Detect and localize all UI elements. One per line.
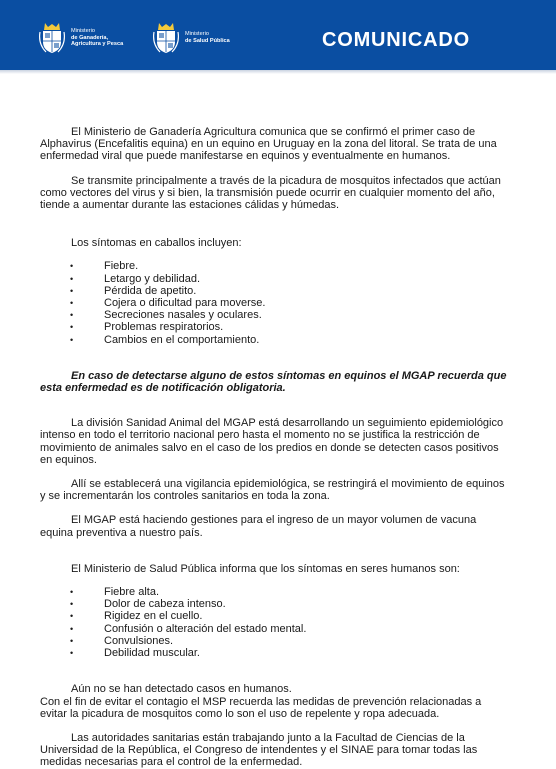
msp-logo-text: [185, 31, 230, 44]
list-item: • Rigidez en el cuello.: [40, 610, 510, 622]
document-body: [40, 126, 510, 769]
coat-of-arms-icon: [152, 22, 180, 54]
msp-line1: Ministerio: [185, 31, 209, 38]
mgap-logo: [38, 22, 123, 54]
list-item: • Cambios en el comportamiento.: [40, 334, 510, 346]
mgap-line2: de Ganadería,: [71, 34, 108, 41]
list-item: • Dolor de cabeza intenso.: [40, 598, 510, 610]
paragraph-no-human-cases: Aún no se han detectado casos en humanos.: [71, 683, 292, 696]
list-item: • Pérdida de apetito.: [40, 285, 510, 297]
paragraph-transmission: Se transmite principalmente a través de la picadura de mosquitos infectados que actúan como vectores del virus y si bien, la transmisión puede ocurrir en cualquier momento del año, tiende a aumentar durante las estaciones cálidas y húmedas.: [40, 174, 501, 212]
paragraph-surveillance: La división Sanidad Animal del MGAP está desarrollando un seguimiento epidemiológico intenso en todo el territorio nacional pero hasta el momento no se justifica la restricción de movimiento de animales salvo en el caso de los predios en donde se detecten casos positivos en equinos.: [40, 417, 504, 466]
msp-logo: [152, 22, 230, 54]
mandatory-notification-notice: En caso de detectarse alguno de estos síntomas en equinos el MGAP recuerda que esta enfermedad es de notificación obligatoria.: [40, 369, 507, 395]
header-shadow: [0, 70, 556, 74]
mgap-line3: Agricultura y Pesca: [71, 41, 124, 48]
paragraph-authorities: Las autoridades sanitarias están trabajando junto a la Facultad de Ciencias de la Universidad de la República, el Congreso de intendentes y el SINAE para tomar todas las medidas necesarias para el control de la enfermedad.: [40, 731, 478, 769]
list-item: • Fiebre alta.: [40, 586, 510, 598]
list-item: • Fiebre.: [40, 260, 510, 272]
header-banner: [0, 0, 556, 70]
human-symptoms-list: [40, 586, 510, 659]
page-title: COMUNICADO: [322, 29, 470, 51]
mgap-line1: Ministerio: [71, 28, 95, 35]
list-item: • Confusión o alteración del estado mental.: [40, 623, 510, 635]
paragraph-prevention: Con el fin de evitar el contagio el MSP recuerda las medidas de prevención relacionadas a evitar la picadura de mosquitos como lo son el uso de repelente y ropa adecuada.: [40, 695, 482, 720]
list-item: • Problemas respiratorios.: [40, 321, 510, 333]
coat-of-arms-icon: [38, 22, 66, 54]
paragraph-vaccine: El MGAP está haciendo gestiones para el ingreso de un mayor volumen de vacuna equina preventiva a nuestro país.: [40, 514, 477, 539]
human-symptoms-intro: El Ministerio de Salud Pública informa que los síntomas en seres humanos son:: [71, 562, 460, 575]
paragraph-restrictions: Allí se establecerá una vigilancia epidemiológica, se restringirá el movimiento de equinos y se incrementarán los controles sanitarios en toda la zona.: [40, 478, 505, 503]
list-item: • Debilidad muscular.: [40, 647, 510, 659]
mgap-logo-text: [71, 28, 123, 48]
list-item: • Convulsiones.: [40, 635, 510, 647]
list-item: • Letargo y debilidad.: [40, 273, 510, 285]
list-item: • Cojera o dificultad para moverse.: [40, 297, 510, 309]
msp-line2: de Salud Pública: [185, 38, 230, 44]
horse-symptoms-intro: Los síntomas en caballos incluyen:: [71, 237, 242, 250]
paragraph-confirmation: El Ministerio de Ganadería Agricultura comunica que se confirmó el primer caso de Alphavirus (Encefalitis equina) en un equino en Uruguay en la zona del litoral. Se trata de una enfermedad viral que puede manifestarse en equinos y eventualmente en humanos.: [40, 126, 497, 163]
horse-symptoms-list: [40, 260, 510, 345]
list-item: • Secreciones nasales y oculares.: [40, 309, 510, 321]
